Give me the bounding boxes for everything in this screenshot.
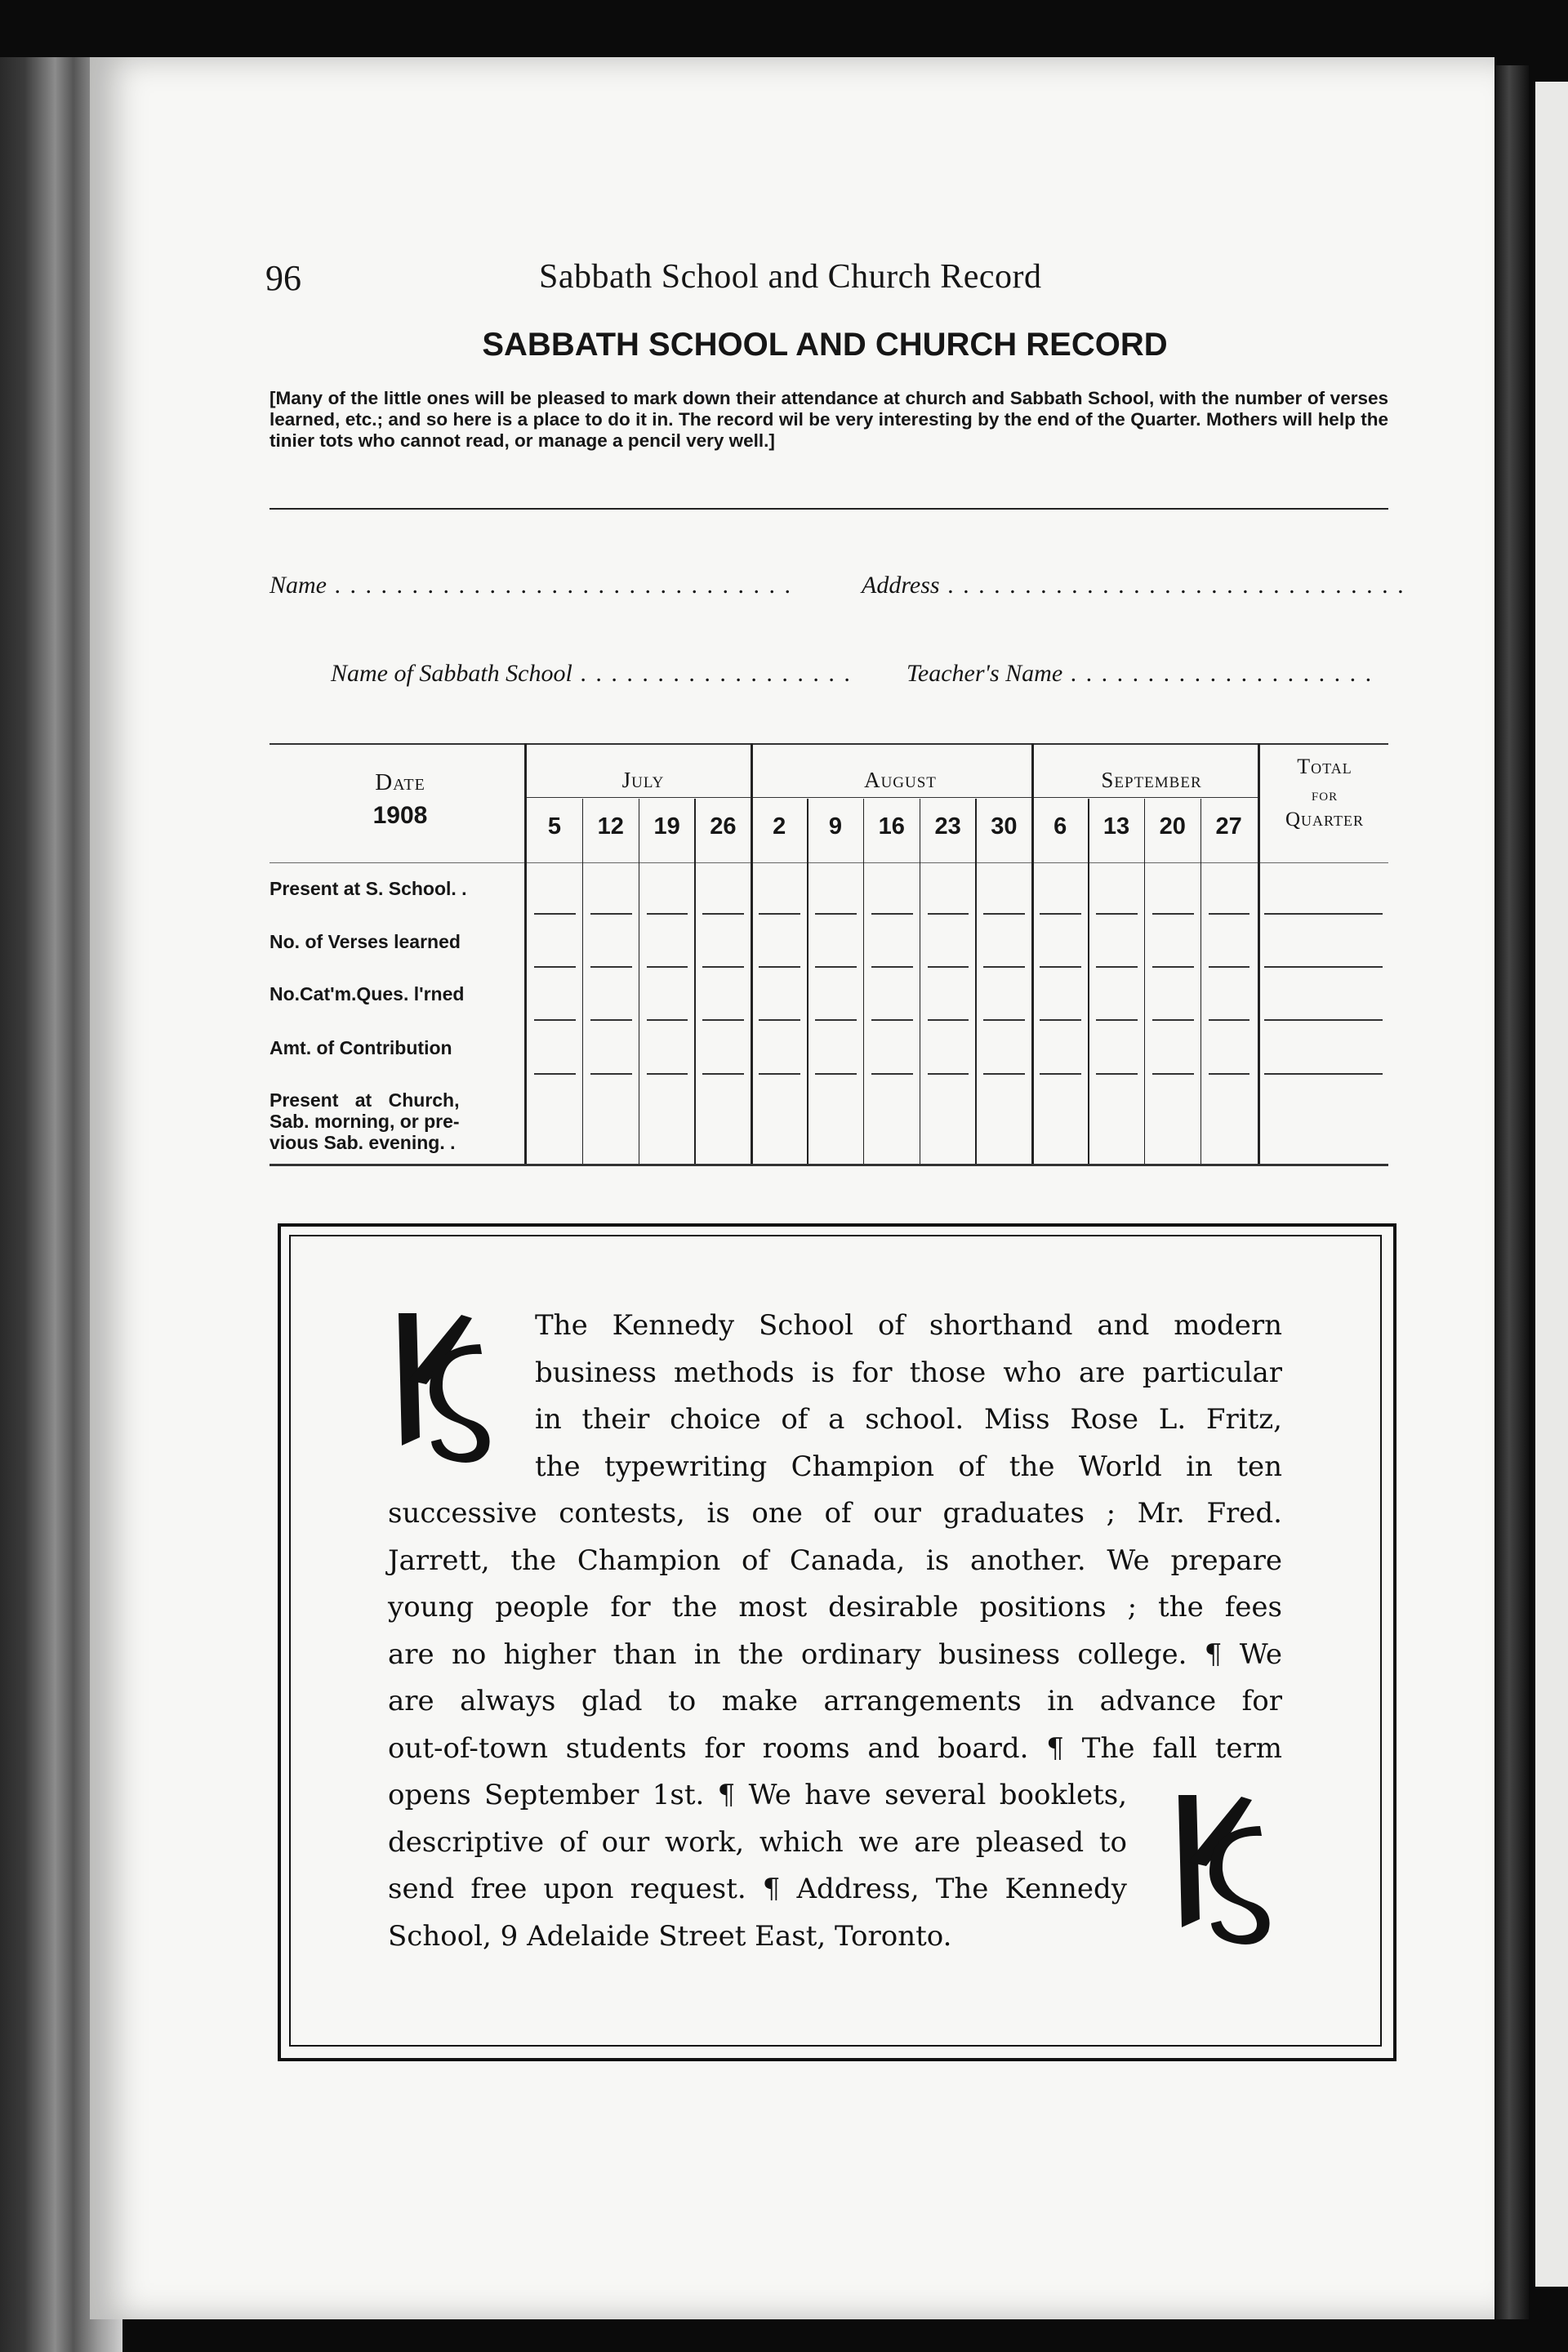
- header-rule: [270, 862, 1388, 863]
- day-number: 30: [991, 813, 1018, 840]
- cell-rule: [1040, 913, 1081, 915]
- row-present-school: Present at S. School. .: [270, 878, 467, 899]
- day-number: 26: [710, 813, 737, 840]
- cell-rule: [1152, 913, 1194, 915]
- column-rule: [1144, 799, 1146, 1164]
- cell-rule: [759, 1073, 800, 1075]
- month-rule: [527, 797, 1258, 798]
- cell-rule: [1096, 966, 1138, 968]
- column-rule: [1200, 799, 1202, 1164]
- ad-line: are no higher than in the ordinary business college. ¶ We: [388, 1637, 1282, 1671]
- day-number: 5: [547, 813, 562, 840]
- cell-rule: [1209, 1073, 1250, 1075]
- cell-rule: [928, 966, 969, 968]
- column-rule: [1258, 743, 1260, 1164]
- row-verses: No. of Verses learned: [270, 931, 461, 952]
- ad-line: The Kennedy School of shorthand and modern: [535, 1309, 1282, 1342]
- cell-rule: [534, 913, 576, 915]
- cell-rule: [1152, 966, 1194, 968]
- ad-line: send free upon request. ¶ Address, The Kennedy: [388, 1873, 1127, 1905]
- school-field[interactable]: Name of Sabbath School . . . . . . . . . . . . . . . . . .: [331, 660, 852, 687]
- cell-rule: [1152, 1073, 1194, 1075]
- day-number: 12: [597, 813, 624, 840]
- cell-rule: [590, 913, 632, 915]
- row-church-3: vious Sab. evening. .: [270, 1132, 456, 1153]
- address-field[interactable]: Address . . . . . . . . . . . . . . . . . . . . . . . . . . . . . .: [862, 572, 1405, 599]
- ad-line: the typewriting Champion of the World in ten: [535, 1450, 1282, 1483]
- cell-rule: [1040, 1019, 1081, 1021]
- cell-rule: [871, 966, 913, 968]
- total-label-3: Quarter: [1285, 808, 1364, 831]
- ad-line: opens September 1st. ¶ We have several booklets,: [388, 1779, 1127, 1811]
- day-number: 6: [1054, 813, 1067, 840]
- row-present-church: Present at Church,: [270, 1089, 460, 1111]
- month-july: July: [621, 768, 665, 792]
- row-contribution: Amt. of Contribution: [270, 1037, 452, 1058]
- cell-rule: [871, 913, 913, 915]
- cell-rule: [759, 1019, 800, 1021]
- cell-rule: [702, 966, 744, 968]
- teacher-field[interactable]: Teacher's Name . . . . . . . . . . . . . . . . . . . .: [906, 660, 1374, 687]
- ad-line: business methods is for those who are particular: [535, 1356, 1282, 1389]
- page-number: 96: [265, 258, 301, 298]
- cell-rule: [983, 913, 1025, 915]
- cell-rule: [702, 913, 744, 915]
- column-rule: [863, 799, 865, 1164]
- cell-rule: [928, 1019, 969, 1021]
- ad-line: descriptive of our work, which we are pleased to: [388, 1825, 1127, 1859]
- day-number: 9: [828, 813, 843, 840]
- column-rule: [639, 799, 640, 1164]
- cell-rule: [759, 913, 800, 915]
- cell-rule: [590, 966, 632, 968]
- cell-rule: [1096, 1019, 1138, 1021]
- page-edge-shadow: [1496, 65, 1529, 2319]
- cell-rule: [534, 966, 576, 968]
- cell-rule: [702, 1019, 744, 1021]
- ad-copy: [388, 1303, 1282, 1960]
- cell-rule: [647, 1073, 688, 1075]
- row-church-2: Sab. morning, or pre-: [270, 1111, 460, 1132]
- day-number: 23: [934, 813, 961, 840]
- cell-rule: [928, 1073, 969, 1075]
- cell-rule: [702, 1073, 744, 1075]
- cell-rule: [928, 913, 969, 915]
- cell-rule: [983, 1073, 1025, 1075]
- cell-rule: [983, 966, 1025, 968]
- cell-rule: [1264, 913, 1383, 915]
- column-rule: [1031, 743, 1034, 1164]
- cell-rule: [590, 1019, 632, 1021]
- cell-rule: [534, 1073, 576, 1075]
- cell-rule: [983, 1019, 1025, 1021]
- column-rule: [582, 799, 584, 1164]
- name-label: Name: [270, 572, 327, 599]
- teacher-label: Teacher's Name: [906, 660, 1063, 687]
- cell-rule: [815, 966, 857, 968]
- cell-rule: [1040, 966, 1081, 968]
- cell-rule: [1209, 1019, 1250, 1021]
- cell-rule: [1264, 966, 1383, 968]
- facing-page-edge: [1535, 82, 1568, 2287]
- running-title: Sabbath School and Church Record: [539, 258, 1042, 296]
- date-label: Date: [375, 769, 425, 795]
- cell-rule: [590, 1073, 632, 1075]
- day-number: 16: [878, 813, 905, 840]
- day-number: 19: [653, 813, 680, 840]
- attendance-table: [270, 743, 1388, 1168]
- row-catechism: No.Cat'm.Ques. l'rned: [270, 983, 465, 1004]
- cell-rule: [647, 913, 688, 915]
- cell-rule: [815, 1073, 857, 1075]
- ad-line: School, 9 Adelaide Street East, Toronto.: [388, 1919, 952, 1953]
- cell-rule: [815, 1019, 857, 1021]
- year-label: 1908: [372, 802, 428, 829]
- table-top-rule: [270, 743, 1388, 745]
- table-bottom-rule: [270, 1164, 1388, 1166]
- cell-rule: [1152, 1019, 1194, 1021]
- cell-rule: [647, 966, 688, 968]
- month-september: September: [1101, 768, 1202, 792]
- cell-rule: [647, 1019, 688, 1021]
- address-label: Address: [862, 572, 940, 599]
- cell-rule: [815, 913, 857, 915]
- cell-rule: [1264, 1073, 1383, 1075]
- cell-rule: [1209, 966, 1250, 968]
- cell-rule: [1040, 1073, 1081, 1075]
- ad-line: in their choice of a school. Miss Rose L. Fritz,: [535, 1403, 1282, 1436]
- name-field[interactable]: Name . . . . . . . . . . . . . . . . . . . . . . . . . . . . . .: [270, 572, 792, 599]
- column-rule: [1088, 799, 1089, 1164]
- total-label-1: Total: [1297, 755, 1352, 778]
- divider: [270, 508, 1388, 510]
- cell-rule: [871, 1019, 913, 1021]
- cell-rule: [1096, 913, 1138, 915]
- cell-rule: [759, 966, 800, 968]
- column-rule: [975, 799, 977, 1164]
- ad-line: successive contests, is one of our graduates ; Mr. Fred.: [388, 1497, 1282, 1530]
- record-title: SABBATH SCHOOL AND CHURCH RECORD: [482, 327, 1168, 363]
- column-rule: [694, 799, 696, 1164]
- month-august: August: [864, 768, 937, 792]
- ad-line: young people for the most desirable positions ; the fees: [388, 1591, 1282, 1624]
- cell-rule: [871, 1073, 913, 1075]
- day-number: 27: [1215, 813, 1242, 840]
- ad-line: are always glad to make arrangements in advance for: [388, 1685, 1282, 1717]
- cell-rule: [1209, 913, 1250, 915]
- day-number: 2: [773, 813, 786, 840]
- day-number: 20: [1159, 813, 1186, 840]
- column-rule: [751, 743, 753, 1164]
- column-rule: [807, 799, 808, 1164]
- column-rule: [920, 799, 921, 1164]
- cell-rule: [1264, 1019, 1383, 1021]
- day-number: 13: [1102, 813, 1130, 840]
- record-intro: [Many of the little ones will be pleased to mark down their attendance at church and Sabbath School, with the number of verses learned, etc.; and so here is a place to do it in. The record wil be very interesting by the end of the Quarter. Mothers will help the tinier tots who cannot read, or manage a pencil very well.]: [270, 388, 1388, 451]
- cell-rule: [1096, 1073, 1138, 1075]
- ad-line: Jarrett, the Champion of Canada, is another. We prepare: [388, 1544, 1282, 1577]
- ad-line: out-of-town students for rooms and board. ¶ The fall term: [388, 1731, 1282, 1765]
- total-label-2: for: [1311, 784, 1339, 804]
- school-label: Name of Sabbath School: [331, 660, 572, 687]
- column-rule: [524, 743, 527, 1164]
- cell-rule: [534, 1019, 576, 1021]
